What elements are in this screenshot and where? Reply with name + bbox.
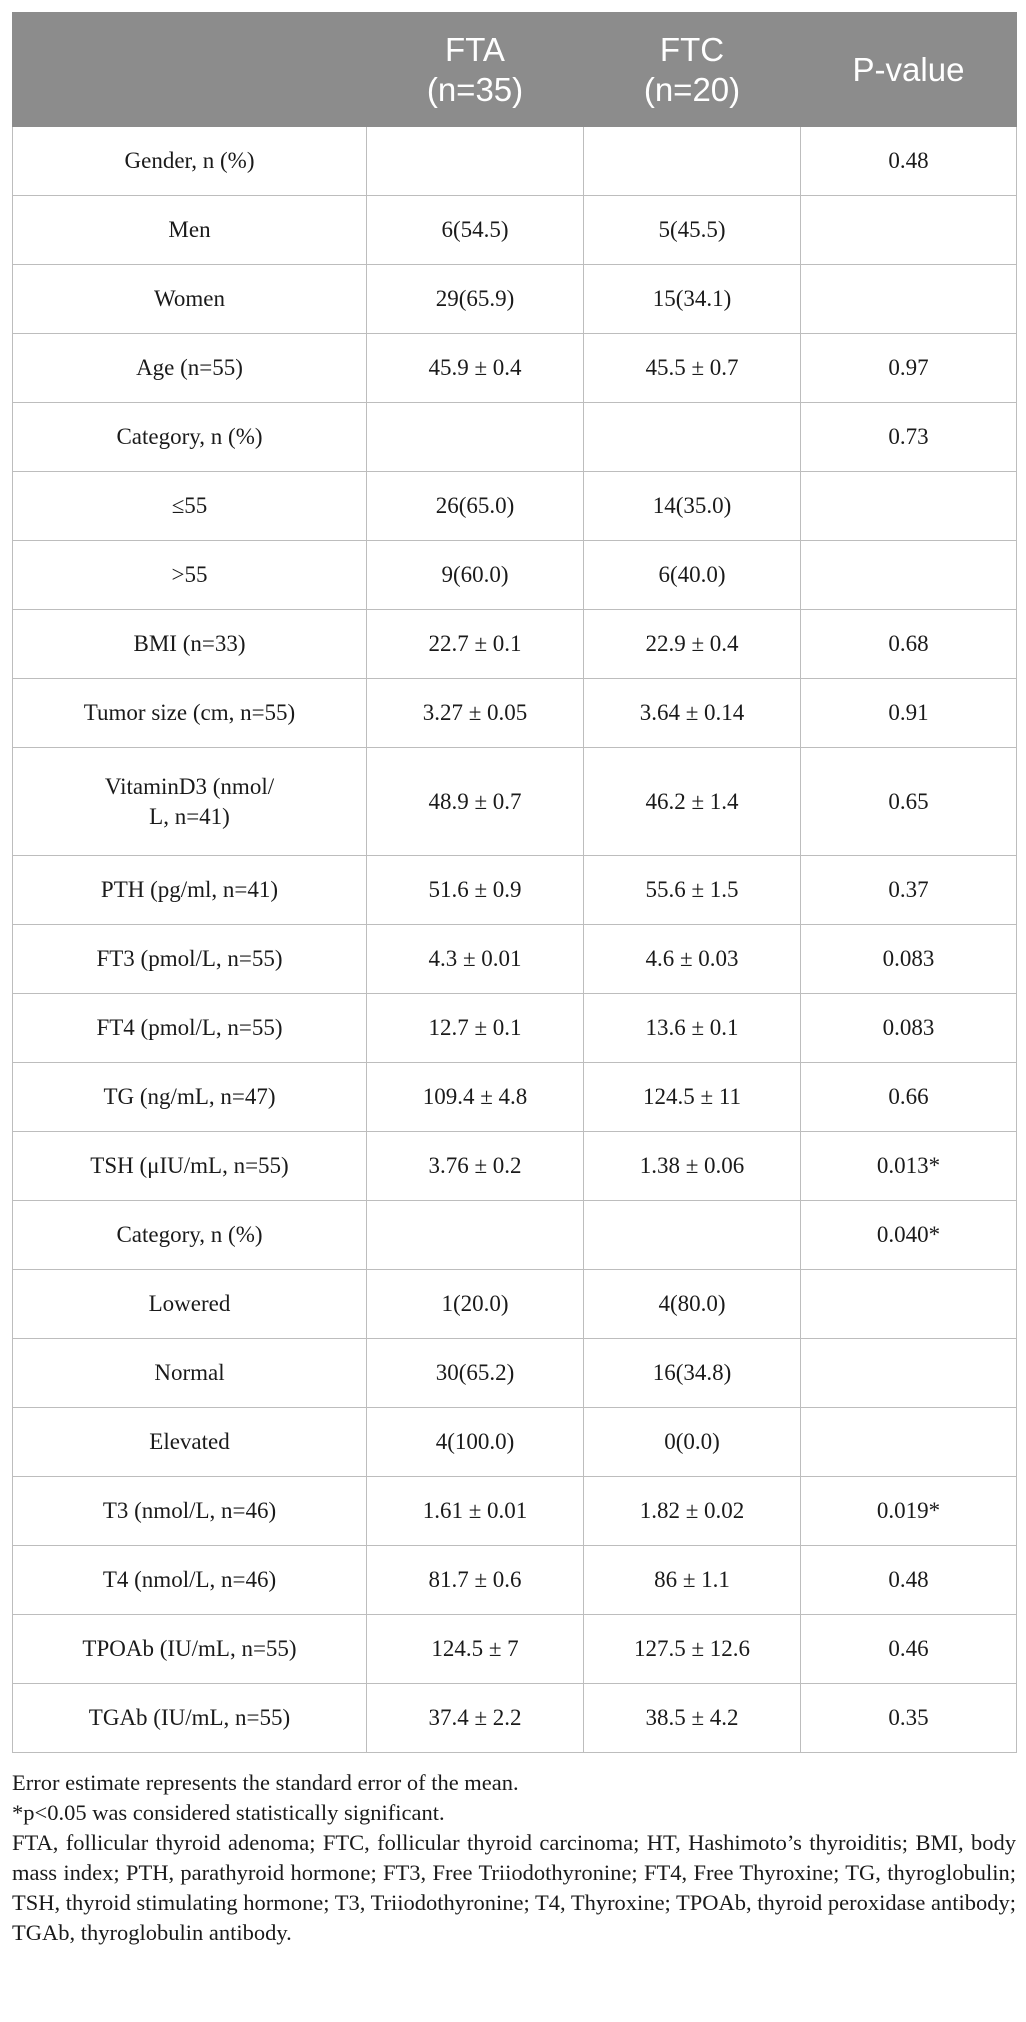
fta-value: 37.4 ± 2.2 [367,1684,584,1753]
footnote-error: Error estimate represents the standard error of the mean. [12,1770,519,1795]
row-label: Age (n=55) [13,334,367,403]
fta-value: 48.9 ± 0.7 [367,748,584,856]
row-label: ≤55 [13,472,367,541]
p-value [801,1339,1017,1408]
footnote-significance: *p<0.05 was considered statistically significant. [12,1800,445,1825]
p-value [801,1270,1017,1339]
fta-value: 81.7 ± 0.6 [367,1546,584,1615]
table-row [13,994,1017,1063]
row-label: Gender, n (%) [13,127,367,196]
row-label: Women [13,265,367,334]
ftc-value: 127.5 ± 12.6 [584,1615,801,1684]
row-label: TGAb (IU/mL, n=55) [13,1684,367,1753]
fta-value [367,127,584,196]
header-ftc-name: FTC [659,30,725,68]
table-row [13,127,1017,196]
p-value [801,265,1017,334]
ftc-value: 13.6 ± 0.1 [584,994,801,1063]
row-label: T4 (nmol/L, n=46) [13,1546,367,1615]
p-value: 0.040* [801,1201,1017,1270]
row-label-line1: VitaminD3 (nmol/ [104,773,275,799]
p-value [801,472,1017,541]
table-row [13,334,1017,403]
ftc-value: 4(80.0) [584,1270,801,1339]
fta-value: 9(60.0) [367,541,584,610]
fta-value: 4.3 ± 0.01 [367,925,584,994]
header-fta [367,13,584,127]
row-label: Category, n (%) [13,403,367,472]
table-row [13,610,1017,679]
fta-value: 109.4 ± 4.8 [367,1063,584,1132]
table-row [13,1684,1017,1753]
ftc-value: 0(0.0) [584,1408,801,1477]
header-fta-name: FTA [445,30,505,68]
table-row [13,1408,1017,1477]
ftc-value: 46.2 ± 1.4 [584,748,801,856]
table-row [13,265,1017,334]
ftc-value: 16(34.8) [584,1339,801,1408]
fta-value: 51.6 ± 0.9 [367,856,584,925]
table-row [13,1201,1017,1270]
ftc-value: 1.38 ± 0.06 [584,1132,801,1201]
p-value: 0.013* [801,1132,1017,1201]
p-value: 0.73 [801,403,1017,472]
table-row [13,1477,1017,1546]
fta-value: 1(20.0) [367,1270,584,1339]
fta-value: 3.27 ± 0.05 [367,679,584,748]
row-label [13,748,367,856]
header-row [13,13,1017,127]
fta-value: 45.9 ± 0.4 [367,334,584,403]
row-label: Elevated [13,1408,367,1477]
p-value: 0.46 [801,1615,1017,1684]
ftc-value: 86 ± 1.1 [584,1546,801,1615]
p-value: 0.48 [801,127,1017,196]
ftc-value [584,403,801,472]
row-label: FT4 (pmol/L, n=55) [13,994,367,1063]
p-value: 0.083 [801,994,1017,1063]
header-ftc-n: (n=20) [643,70,741,108]
table-row [13,925,1017,994]
ftc-value: 38.5 ± 4.2 [584,1684,801,1753]
fta-value: 1.61 ± 0.01 [367,1477,584,1546]
table-row [13,1063,1017,1132]
table-row [13,541,1017,610]
table-row [13,472,1017,541]
row-label: Category, n (%) [13,1201,367,1270]
ftc-value: 15(34.1) [584,265,801,334]
fta-value: 3.76 ± 0.2 [367,1132,584,1201]
p-value: 0.35 [801,1684,1017,1753]
p-value: 0.37 [801,856,1017,925]
ftc-value [584,1201,801,1270]
fta-value: 4(100.0) [367,1408,584,1477]
p-value: 0.66 [801,1063,1017,1132]
header-variable [13,13,367,127]
fta-value: 22.7 ± 0.1 [367,610,584,679]
fta-value [367,403,584,472]
ftc-value: 4.6 ± 0.03 [584,925,801,994]
table-row [13,196,1017,265]
row-label: Tumor size (cm, n=55) [13,679,367,748]
fta-value [367,1201,584,1270]
header-ftc [584,13,801,127]
row-label: T3 (nmol/L, n=46) [13,1477,367,1546]
table-row [13,403,1017,472]
footnote-abbreviations: FTA, follicular thyroid adenoma; FTC, follicular thyroid carcinoma; HT, Hashimoto’s thyroiditis; BMI, body mass index; PTH, parathyroid hormone; FT3, Free Triiodothyronine; FT4, Free Thyroxine; TG, thyroglobulin; TSH, thyroid stimulating hormone; T3, Triiodothyronine; T4, Thyroxine; TPOAb, thyroid peroxidase antibody; TGAb, thyroglobulin antibody. [12,1830,1016,1945]
row-label: FT3 (pmol/L, n=55) [13,925,367,994]
table-row [13,1132,1017,1201]
ftc-value: 6(40.0) [584,541,801,610]
p-value [801,541,1017,610]
ftc-value: 124.5 ± 11 [584,1063,801,1132]
table-footnotes [12,1768,1016,1948]
row-label: >55 [13,541,367,610]
header-fta-n: (n=35) [426,70,524,108]
header-p-value: P-value [801,13,1017,127]
ftc-value [584,127,801,196]
p-value [801,196,1017,265]
row-label: Men [13,196,367,265]
row-label: BMI (n=33) [13,610,367,679]
table-row [13,1339,1017,1408]
row-label: PTH (pg/ml, n=41) [13,856,367,925]
p-value: 0.083 [801,925,1017,994]
p-value: 0.68 [801,610,1017,679]
ftc-value: 1.82 ± 0.02 [584,1477,801,1546]
fta-value: 6(54.5) [367,196,584,265]
row-label: TPOAb (IU/mL, n=55) [13,1615,367,1684]
table-row [13,856,1017,925]
table-container [12,12,1016,1948]
fta-value: 12.7 ± 0.1 [367,994,584,1063]
fta-value: 30(65.2) [367,1339,584,1408]
ftc-value: 45.5 ± 0.7 [584,334,801,403]
row-label: TG (ng/mL, n=47) [13,1063,367,1132]
p-value: 0.019* [801,1477,1017,1546]
table-row [13,1615,1017,1684]
p-value: 0.48 [801,1546,1017,1615]
row-label: TSH (μIU/mL, n=55) [13,1132,367,1201]
ftc-value: 3.64 ± 0.14 [584,679,801,748]
table-row [13,1546,1017,1615]
table-row [13,679,1017,748]
row-label: Lowered [13,1270,367,1339]
p-value [801,1408,1017,1477]
row-label: Normal [13,1339,367,1408]
p-value: 0.65 [801,748,1017,856]
p-value: 0.97 [801,334,1017,403]
ftc-value: 22.9 ± 0.4 [584,610,801,679]
ftc-value: 55.6 ± 1.5 [584,856,801,925]
row-label-line2: L, n=41) [149,803,230,829]
table-row [13,1270,1017,1339]
fta-value: 29(65.9) [367,265,584,334]
table-row [13,748,1017,856]
ftc-value: 14(35.0) [584,472,801,541]
comparison-table [12,12,1017,1753]
ftc-value: 5(45.5) [584,196,801,265]
fta-value: 26(65.0) [367,472,584,541]
p-value: 0.91 [801,679,1017,748]
fta-value: 124.5 ± 7 [367,1615,584,1684]
